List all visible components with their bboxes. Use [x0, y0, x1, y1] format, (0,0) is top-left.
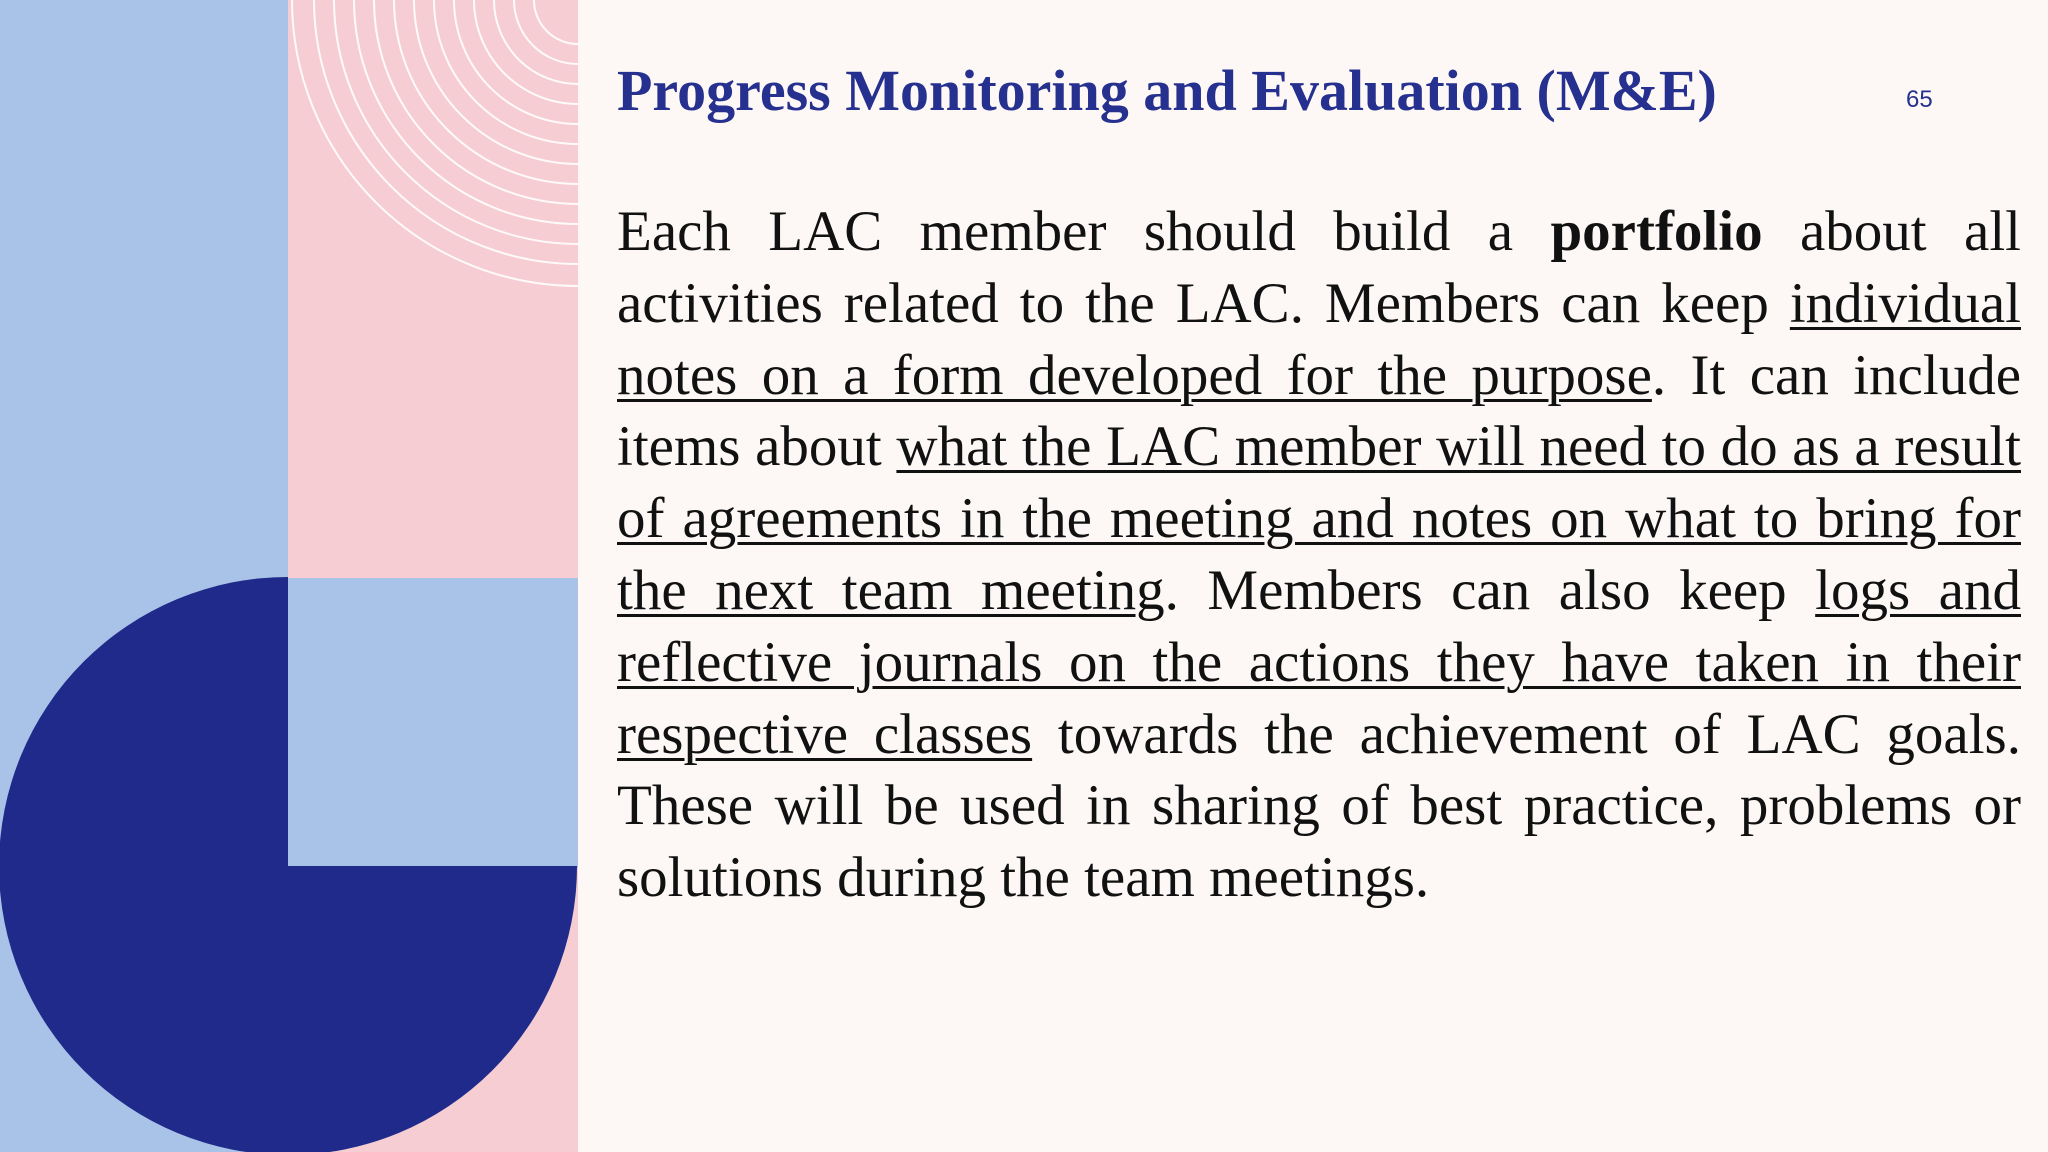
- portfolio-emphasis: portfolio: [1550, 200, 1763, 263]
- member-actions-emphasis: what the LAC member will need to do as a result of agreements in the meeting and notes on what to bring for the next team meeting: [617, 415, 2021, 622]
- body-text-segment: Each LAC member should build a: [617, 200, 1551, 263]
- decorative-panel: [0, 0, 578, 1152]
- body-text-segment: towards the achievement of LAC goals. These will be used in sharing of best practice, problems or solutions during the team meetings.: [617, 702, 2021, 910]
- slide-title: Progress Monitoring and Evaluation (M&E): [617, 58, 1717, 123]
- logs-journals-emphasis: logs and reflective journals on the actions they have taken in their respective classes: [617, 558, 2021, 766]
- page-number: 65: [1906, 86, 1933, 113]
- pie-cutout-square: [288, 578, 578, 868]
- individual-notes-emphasis: individual notes on a form developed for the purpose: [617, 271, 2021, 407]
- decorative-shapes: [0, 0, 578, 1152]
- body-paragraph: [617, 196, 2021, 914]
- body-text-segment: about all activities related to the LAC. Members can keep: [617, 200, 2021, 335]
- body-text-segment: . Members can also keep: [1164, 558, 1816, 622]
- body-text-segment: . It can include items about: [617, 343, 2021, 479]
